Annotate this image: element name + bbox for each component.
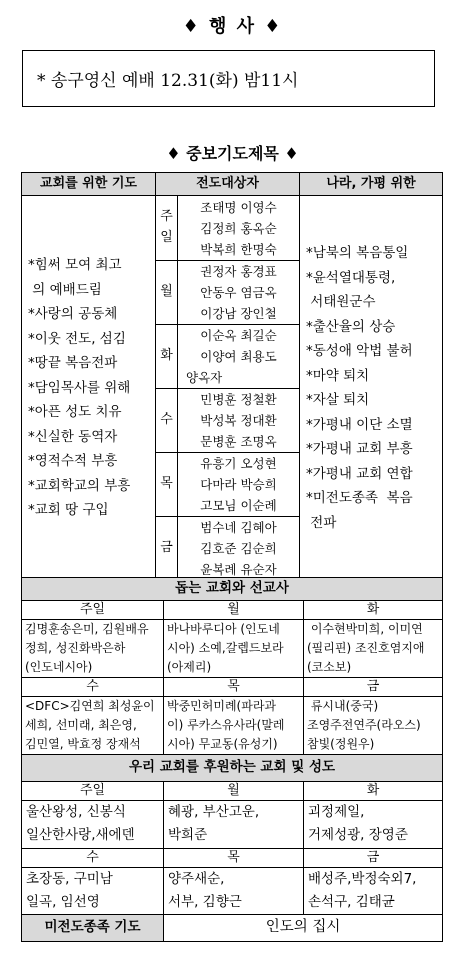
prayer-table	[21, 172, 443, 581]
evangelism-names: 유흥기 오성현 다마라 박승희 고모님 이순례	[178, 453, 300, 517]
header-nation: 나라, 가평 위한	[300, 173, 443, 196]
list-item: *교회 땅 구입	[28, 502, 109, 519]
supporters-cell: 배성주,박정숙외7, 손석구, 김태균	[304, 868, 443, 915]
list-item: *가평내 교회 부흥	[306, 441, 413, 457]
day-label: 금	[156, 517, 178, 581]
list-item: *가평내 교회 연합	[306, 465, 413, 482]
list-item: *윤석열대통령,	[306, 269, 396, 286]
event-item: * 송구영신 예배 12.31(화) 밤11시	[37, 71, 299, 91]
supporters-cell: 괴정제일, 거제성광, 장영준	[304, 801, 443, 849]
list-item: *남북의 복음통일	[306, 245, 409, 261]
list-item: *아픈 성도 치유	[28, 404, 122, 421]
missions-cell: 바나바루디아 (인도네 시아) 소예,갈렙드보라 (아제리)	[164, 620, 304, 678]
list-item: *영적수적 부흥	[28, 453, 118, 470]
day-header: 화	[304, 601, 443, 620]
events-box	[22, 50, 435, 107]
day-label: 수	[156, 389, 178, 453]
list-item: *신실한 동역자	[28, 428, 118, 445]
day-header: 주일	[22, 601, 164, 620]
missions-table	[21, 577, 443, 942]
list-item: *미전도종족 복음	[306, 490, 413, 506]
day-header: 목	[164, 849, 304, 868]
evangelism-names: 이순옥 최길순 이양여 최용도 양옥자	[178, 325, 300, 389]
header-church: 교회를 위한 기도	[22, 173, 156, 196]
day-header: 월	[164, 601, 304, 620]
missions-heading: 돕는 교회와 선교사	[22, 578, 443, 601]
unreached-label: 미전도종족 기도	[22, 915, 164, 942]
evangelism-names: 조태명 이영수 김정희 홍옥순 박복희 한명숙	[178, 196, 300, 261]
supporters-cell: 혜광, 부산고운, 박희준	[164, 801, 304, 849]
day-header: 주일	[22, 782, 164, 801]
church-prayer-list	[22, 196, 156, 581]
events-heading: ♦ 행 사 ♦	[182, 16, 283, 37]
list-item: *출산율의 상승	[306, 318, 396, 335]
list-item: *교회학교의 부흥	[28, 477, 131, 494]
missions-cell: <DFC>김연희 최성윤이 세희, 선미래, 최은영, 김민열, 박효정 장재석	[22, 697, 164, 755]
list-item: *동성애 악법 불허	[306, 343, 413, 359]
list-item: *이웃 전도, 섬김	[28, 330, 126, 347]
day-header: 목	[164, 678, 304, 697]
supporters-cell: 양주새순, 서부, 김향근	[164, 868, 304, 915]
day-label: 목	[156, 453, 178, 517]
evangelism-names: 범수네 김혜아 김호준 김순희 윤복례 유순자	[178, 517, 300, 581]
missions-cell: 김명훈송은미, 김원배유 정희, 성진화박은하 (인도네시아)	[22, 620, 164, 678]
list-item: *힘써 모여 최고	[28, 257, 122, 274]
list-item: 서태원군수	[306, 294, 376, 310]
list-item: *땅끝 복음전파	[28, 355, 118, 372]
prayer-heading: ♦ 중보기도제목 ♦	[166, 144, 299, 163]
supporters-heading: 우리 교회를 후원하는 교회 및 성도	[22, 755, 443, 782]
day-header: 월	[164, 782, 304, 801]
supporters-cell: 초장동, 구미남 일곡, 임선영	[22, 868, 164, 915]
list-item: *담임목사를 위해	[28, 379, 131, 396]
day-header: 수	[22, 849, 164, 868]
day-label: 월	[156, 261, 178, 325]
list-item: *자살 퇴치	[306, 392, 370, 408]
evangelism-names: 민병훈 정철환 박성복 정대환 문병훈 조명옥	[178, 389, 300, 453]
day-header: 화	[304, 782, 443, 801]
missions-cell: 이수현박미희, 이미연 (필리핀) 조진호염지애 (코소보)	[304, 620, 443, 678]
header-evangelism: 전도대상자	[156, 173, 300, 196]
list-item: 의 예배드림	[28, 281, 102, 298]
list-item: *가평내 이단 소멸	[306, 416, 413, 433]
day-label: 화	[156, 325, 178, 389]
list-item: *사랑의 공동체	[28, 306, 118, 323]
list-item: *마약 퇴치	[306, 367, 370, 384]
missions-cell: 박중민허미례(파라과 이) 루카스유사라(말레 시아) 무교동(유성기)	[164, 697, 304, 755]
missions-cell: 류시내(중국) 조영주전연주(라오스) 참빛(정원우)	[304, 697, 443, 755]
evangelism-names: 권정자 홍경표 안동우 염금옥 이강남 장인철	[178, 261, 300, 325]
day-header: 수	[22, 678, 164, 697]
list-item: 전파	[306, 514, 337, 531]
unreached-value: 인도의 집시	[164, 915, 443, 942]
day-header: 금	[304, 678, 443, 697]
day-label: 주일	[156, 196, 178, 261]
nation-prayer-list	[300, 196, 443, 581]
supporters-cell: 울산왕성, 신봉식 일산한사랑,새에덴	[22, 801, 164, 849]
day-header: 금	[304, 849, 443, 868]
